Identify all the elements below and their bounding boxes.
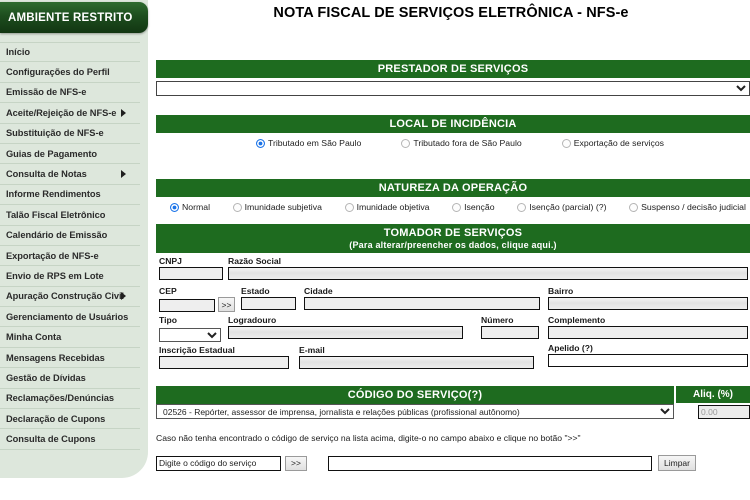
radio-natureza-1[interactable] <box>233 202 322 212</box>
sidebar-item-1[interactable] <box>0 62 140 82</box>
codigo-servico-header: CÓDIGO DO SERVIÇO(?) <box>156 386 674 404</box>
sidebar-item-17[interactable] <box>0 389 140 409</box>
radio-unselected-icon[interactable] <box>401 139 410 148</box>
label-tipo: Tipo <box>159 315 177 325</box>
bairro-input[interactable] <box>548 297 748 310</box>
radio-local_incidencia-0[interactable] <box>256 138 361 148</box>
sidebar-item-4[interactable] <box>0 124 140 144</box>
codigo-servico-code-input[interactable] <box>156 456 281 471</box>
label-logradouro: Logradouro <box>228 315 277 325</box>
radio-unselected-icon[interactable] <box>233 203 242 212</box>
radio-local_incidencia-2[interactable] <box>562 138 664 148</box>
main-content <box>152 0 750 500</box>
sidebar-item-label: Gestão de Dívidas <box>6 372 86 383</box>
sidebar-item-16[interactable] <box>0 368 140 388</box>
label-inscricao-estadual: Inscrição Estadual <box>159 345 235 355</box>
cep-search-button[interactable]: >> <box>218 297 235 312</box>
prestador-section <box>156 60 750 96</box>
sidebar-item-19[interactable] <box>0 429 140 449</box>
radio-label: Imunidade objetiva <box>356 202 430 212</box>
sidebar-item-9[interactable] <box>0 226 140 246</box>
radio-label: Isenção <box>464 202 495 212</box>
sidebar-item-label: Aceite/Rejeição de NFS-e <box>6 107 117 118</box>
sidebar-item-label: Exportação de NFS-e <box>6 250 99 261</box>
sidebar-item-15[interactable] <box>0 348 140 368</box>
sidebar-item-label: Início <box>6 47 30 58</box>
label-complemento: Complemento <box>548 315 606 325</box>
sidebar-item-13[interactable] <box>0 307 140 327</box>
aliquota-header: Aliq. (%) <box>676 386 750 403</box>
sidebar-item-label: Configurações do Perfil <box>6 67 110 78</box>
sidebar-item-6[interactable] <box>0 164 140 184</box>
radio-local_incidencia-1[interactable] <box>401 138 521 148</box>
sidebar-item-11[interactable] <box>0 266 140 286</box>
sidebar-item-8[interactable] <box>0 205 140 225</box>
radio-label: Tributado em São Paulo <box>268 138 362 148</box>
sidebar-item-7[interactable] <box>0 185 140 205</box>
label-apelido: Apelido (?) <box>548 343 593 353</box>
codigo-servico-description-input[interactable] <box>328 456 652 471</box>
ambiente-restrito-banner <box>0 2 148 33</box>
sidebar <box>0 0 148 478</box>
codigo-servico-select[interactable] <box>156 404 674 419</box>
sidebar-item-label: Consulta de Notas <box>6 169 87 180</box>
page-title: NOTA FISCAL DE SERVIÇOS ELETRÔNICA - NFS-e <box>273 5 629 21</box>
sidebar-nav <box>0 42 148 450</box>
prestador-select[interactable] <box>156 81 750 96</box>
sidebar-item-14[interactable] <box>0 327 140 347</box>
radio-label: Tributado fora de São Paulo <box>413 138 522 148</box>
radio-unselected-icon[interactable] <box>517 203 526 212</box>
ambiente-restrito-label: AMBIENTE RESTRITO <box>8 11 133 24</box>
radio-natureza-5[interactable] <box>629 202 746 212</box>
tomador-header-title: TOMADOR DE SERVIÇOS <box>383 227 523 239</box>
codigo-servico-go-button[interactable]: >> <box>285 456 307 471</box>
complemento-input[interactable] <box>548 326 748 339</box>
sidebar-item-label: Mensagens Recebidas <box>6 352 105 363</box>
sidebar-item-0[interactable] <box>0 42 140 62</box>
chevron-right-icon <box>121 292 126 300</box>
radio-unselected-icon[interactable] <box>562 139 571 148</box>
sidebar-item-label: Substituição de NFS-e <box>6 128 104 139</box>
local-incidencia-radio-group <box>156 133 750 148</box>
label-email: E-mail <box>299 345 325 355</box>
sidebar-item-label: Reclamações/Denúncias <box>6 393 114 404</box>
sidebar-item-label: Talão Fiscal Eletrônico <box>6 209 106 220</box>
radio-label: Isenção (parcial) (?) <box>529 202 607 212</box>
radio-unselected-icon[interactable] <box>629 203 638 212</box>
codigo-servico-note: Caso não tenha encontrado o código de serviço na lista acima, digite-o no campo abaixo e clique no botão ">>" <box>156 433 581 443</box>
tomador-header-subtitle[interactable]: (Para alterar/preencher os dados, clique aqui.) <box>349 240 557 250</box>
local-incidencia-section <box>156 115 750 148</box>
sidebar-item-label: Emissão de NFS-e <box>6 87 87 98</box>
radio-label: Exportação de serviços <box>573 138 665 148</box>
sidebar-item-5[interactable] <box>0 144 140 164</box>
sidebar-item-label: Declaração de Cupons <box>6 413 106 424</box>
email-input[interactable] <box>299 356 534 369</box>
radio-label: Suspenso / decisão judicial <box>641 202 746 212</box>
sidebar-item-3[interactable] <box>0 103 140 123</box>
apelido-input[interactable] <box>548 354 748 367</box>
sidebar-item-10[interactable] <box>0 246 140 266</box>
label-razao-social: Razão Social <box>228 256 282 266</box>
sidebar-item-label: Informe Rendimentos <box>6 189 101 200</box>
radio-label: Normal <box>182 202 210 212</box>
logradouro-input[interactable] <box>228 326 463 339</box>
chevron-right-icon <box>121 170 126 178</box>
numero-input[interactable] <box>481 326 539 339</box>
radio-natureza-2[interactable] <box>345 202 430 212</box>
chevron-right-icon <box>121 109 126 117</box>
sidebar-item-12[interactable] <box>0 287 140 307</box>
radio-natureza-4[interactable] <box>517 202 606 212</box>
tomador-section <box>156 224 750 371</box>
sidebar-item-label: Calendário de Emissão <box>6 230 108 241</box>
label-cep: CEP <box>159 286 177 296</box>
codigo-servico-section <box>156 386 750 471</box>
sidebar-item-2[interactable] <box>0 83 140 103</box>
natureza-radio-group <box>156 197 750 212</box>
local-incidencia-header: LOCAL DE INCIDÊNCIA <box>156 115 750 133</box>
natureza-section <box>156 179 750 212</box>
radio-selected-icon[interactable] <box>256 139 265 148</box>
radio-natureza-3[interactable] <box>452 202 494 212</box>
label-cnpj: CNPJ <box>159 256 182 266</box>
estado-input[interactable] <box>241 297 296 310</box>
label-estado: Estado <box>241 286 270 296</box>
label-cidade: Cidade <box>304 286 333 296</box>
sidebar-item-label: Minha Conta <box>6 332 62 343</box>
radio-unselected-icon[interactable] <box>345 203 354 212</box>
label-bairro: Bairro <box>548 286 574 296</box>
label-numero: Número <box>481 315 514 325</box>
radio-unselected-icon[interactable] <box>452 203 461 212</box>
sidebar-item-label: Apuração Construção Civil <box>6 291 125 302</box>
sidebar-item-label: Consulta de Cupons <box>6 434 96 445</box>
inscricao-estadual-input[interactable] <box>159 356 289 369</box>
radio-selected-icon[interactable] <box>170 203 179 212</box>
sidebar-item-label: Guias de Pagamento <box>6 148 98 159</box>
cnpj-input[interactable] <box>159 267 223 280</box>
sidebar-item-label: Gerenciamento de Usuários <box>6 311 129 322</box>
tomador-header <box>156 224 750 253</box>
tipo-select[interactable] <box>159 328 221 342</box>
sidebar-item-18[interactable] <box>0 409 140 429</box>
cidade-input[interactable] <box>304 297 540 310</box>
sidebar-item-label: Envio de RPS em Lote <box>6 270 104 281</box>
aliquota-input <box>698 405 750 419</box>
radio-label: Imunidade subjetiva <box>244 202 322 212</box>
limpar-button[interactable]: Limpar <box>658 455 696 471</box>
natureza-header: NATUREZA DA OPERAÇÃO <box>156 179 750 197</box>
radio-natureza-0[interactable] <box>170 202 210 212</box>
razao-social-input[interactable] <box>228 267 748 280</box>
prestador-header: PRESTADOR DE SERVIÇOS <box>156 60 750 78</box>
cep-input[interactable] <box>159 299 215 312</box>
